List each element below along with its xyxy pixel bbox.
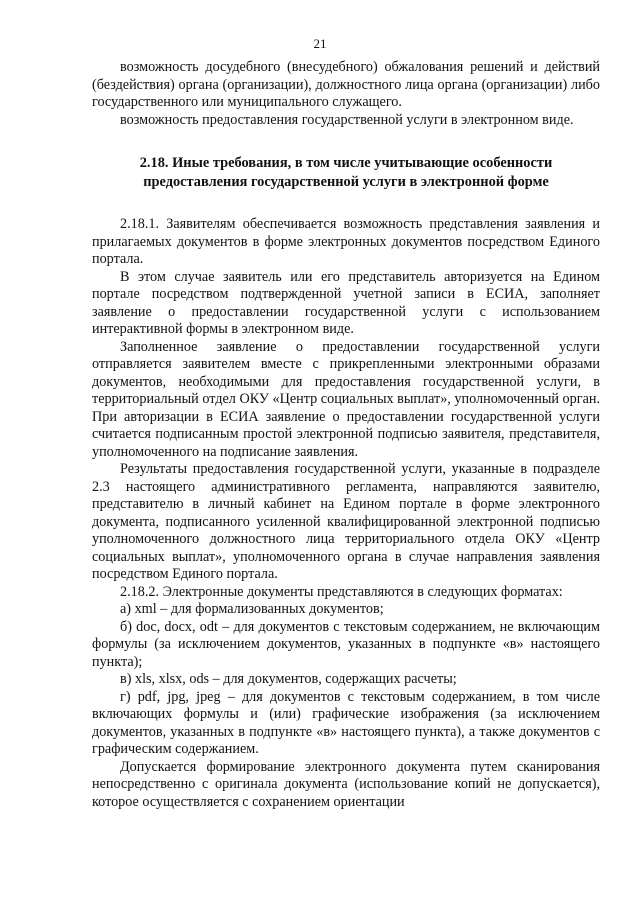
paragraph-2-18-2: 2.18.2. Электронные документы представляются в следующих форматах:	[120, 583, 563, 600]
section-heading	[92, 154, 600, 192]
page-number: 21	[313, 36, 327, 51]
paragraph-2-18-1: 2.18.1. Заявителям обеспечивается возможность представления заявления и прилагаемых документов в форме электронных документов посредством Единого портала.	[92, 216, 600, 267]
paragraph-authorization: В этом случае заявитель или его представитель авторизуется на Едином портале посредством подтвержденной учетной записи в ЕСИА, заполняет заявление о предоставлении государственной услуги с использованием интерактивной формы в электронном виде.	[92, 268, 600, 337]
list-item-g: г) pdf, jpg, jpeg – для документов с текстовым содержанием, в том числе включающих формулы и (или) графические изображения (за исключением документов, указанных в подпункте «в» настоящего пункта), а также документов с графическим содержанием.	[92, 688, 600, 757]
paragraph-appeal-possibility: возможность досудебного (внесудебного) обжалования решений и действий (бездействия) органа (организации), должностного лица органа (организации) либо государственного или муниципального служащего.	[92, 59, 600, 110]
paragraph-scanning: Допускается формирование электронного документа путем сканирования непосредственно с оригинала документа (использование копий не допускается), которое осуществляется с сохранением ориентации	[92, 758, 600, 810]
list-item-a: а) xml – для формализованных документов;	[120, 601, 384, 617]
paragraph-electronic-possibility: возможность предоставления государственной услуги в электронном виде.	[120, 111, 574, 128]
paragraph-submission: Заполненное заявление о предоставлении государственной услуги отправляется заявителем вместе с прикрепленными электронными образами документов, необходимыми для предоставления государственной услуги, в территориальный отдел ОКУ «Центр социальных выплат», уполномоченный орган. При авторизации в ЕСИА заявление о предоставлении государственной услуги считается подписанным простой электронной подписью заявителя, представителя, уполномоченного на подписание заявления.	[92, 338, 600, 460]
section-heading-line-1: 2.18. Иные требования, в том числе учитывающие особенности	[139, 155, 553, 171]
paragraph-results: Результаты предоставления государственной услуги, указанные в подразделе 2.3 настоящего административного регламента, направляются заявителю, представителю в личный кабинет на Едином портале в форме электронного документа, подписанного усиленной квалифицированной электронной подписью уполномоченного должностного лица территориального отдела ОКУ «Центр социальных выплат», уполномоченного органа в случае направления заявления посредством Единого портала.	[92, 461, 600, 582]
section-heading-line-2: предоставления государственной услуги в электронной форме	[143, 174, 549, 190]
document-body	[92, 59, 600, 811]
list-item-b: б) doc, docx, odt – для документов с текстовым содержанием, не включающим формулы (за исключением документов, указанных в подпункте «в» настоящего пункта);	[92, 618, 600, 670]
list-item-v: в) xls, xlsx, ods – для документов, содержащих расчеты;	[120, 671, 457, 687]
